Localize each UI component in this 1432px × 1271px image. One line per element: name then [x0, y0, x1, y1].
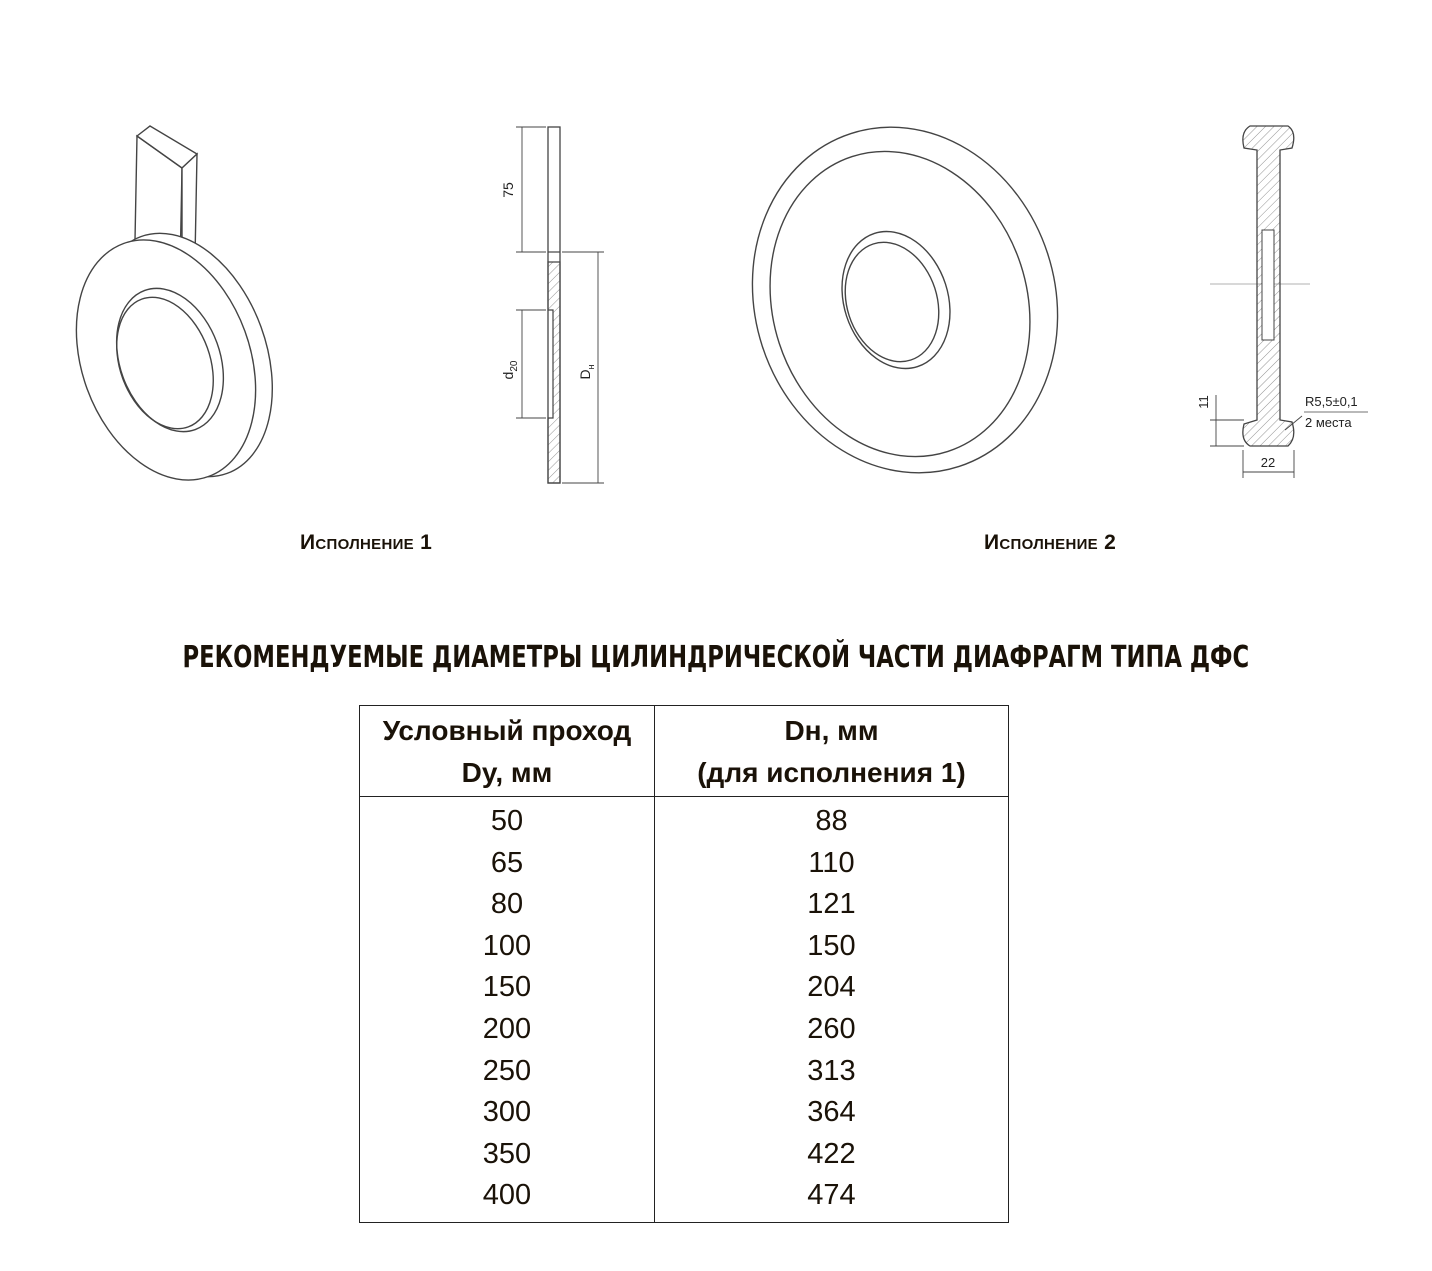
table-row — [360, 926, 1009, 968]
dim-75-label: 75 — [500, 182, 516, 198]
table-row — [360, 843, 1009, 885]
diameter-table — [359, 705, 1009, 1223]
cell-dy: 250 — [360, 1051, 655, 1093]
cell-dy: 400 — [360, 1175, 655, 1222]
caption-variant-1: Исполнение 1 — [300, 531, 433, 554]
cell-dn: 422 — [807, 1137, 856, 1170]
table-row — [360, 967, 1009, 1009]
table-row — [360, 797, 1009, 843]
dim-dn-main: D — [577, 369, 593, 380]
table-row — [360, 1134, 1009, 1176]
header-nominal-bore — [360, 706, 655, 797]
dim-d20-label — [500, 360, 520, 379]
dim-11-label: 11 — [1196, 395, 1211, 409]
table-row — [360, 884, 1009, 926]
cell-dn: 88 — [815, 805, 848, 837]
header-outer-diameter-line1: Dн, мм — [784, 715, 879, 746]
table-row — [360, 1009, 1009, 1051]
dim-dn-subscript: н — [586, 364, 596, 370]
cell-dy: 150 — [360, 967, 655, 1009]
technical-drawings — [0, 0, 1432, 600]
caption-variant-2: Исполнение 2 — [984, 531, 1117, 554]
dim-22-label: 22 — [1260, 455, 1276, 470]
cell-dy: 80 — [360, 884, 655, 926]
variant1-isometric-drawing — [45, 126, 304, 505]
cell-dn: 204 — [807, 971, 856, 1004]
table-row — [360, 1175, 1009, 1222]
header-outer-diameter-line2: (для исполнения 1) — [697, 757, 966, 788]
cell-dn: 150 — [807, 929, 856, 962]
header-outer-diameter — [655, 706, 1009, 797]
header-nominal-bore-line2: Dy, мм — [461, 757, 553, 788]
variant2-section-drawing — [1196, 126, 1368, 478]
dim-dn-label — [577, 364, 596, 379]
variant1-side-drawing — [500, 127, 604, 483]
cell-dn: 121 — [807, 888, 856, 921]
cell-dn: 110 — [808, 846, 855, 879]
cell-dn: 260 — [807, 1012, 856, 1045]
table-title: РЕКОМЕНДУЕМЫЕ ДИАМЕТРЫ ЦИЛИНДРИЧЕСКОЙ ЧАСТИ ДИАФРАГМ ТИПА ДФС — [182, 640, 1250, 675]
dim-d-main: d — [500, 371, 516, 380]
radius-note-label: R5,5±0,1 — [1305, 394, 1358, 409]
cell-dn: 313 — [807, 1054, 856, 1087]
variant2-isometric-drawing — [708, 87, 1101, 513]
cell-dn: 364 — [807, 1096, 856, 1129]
cell-dy: 200 — [360, 1009, 655, 1051]
radius-count-label: 2 места — [1305, 415, 1352, 430]
table-row — [360, 1051, 1009, 1093]
cell-dy: 50 — [360, 797, 655, 843]
cell-dn: 474 — [807, 1179, 856, 1212]
cell-dy: 100 — [360, 926, 655, 968]
table-row — [360, 1092, 1009, 1134]
table-header-row — [360, 706, 1009, 797]
dim-d-subscript: 20 — [509, 360, 520, 372]
cell-dy: 300 — [360, 1092, 655, 1134]
header-nominal-bore-line1: Условный проход — [382, 715, 632, 746]
cell-dy: 350 — [360, 1134, 655, 1176]
cell-dy: 65 — [360, 843, 655, 885]
